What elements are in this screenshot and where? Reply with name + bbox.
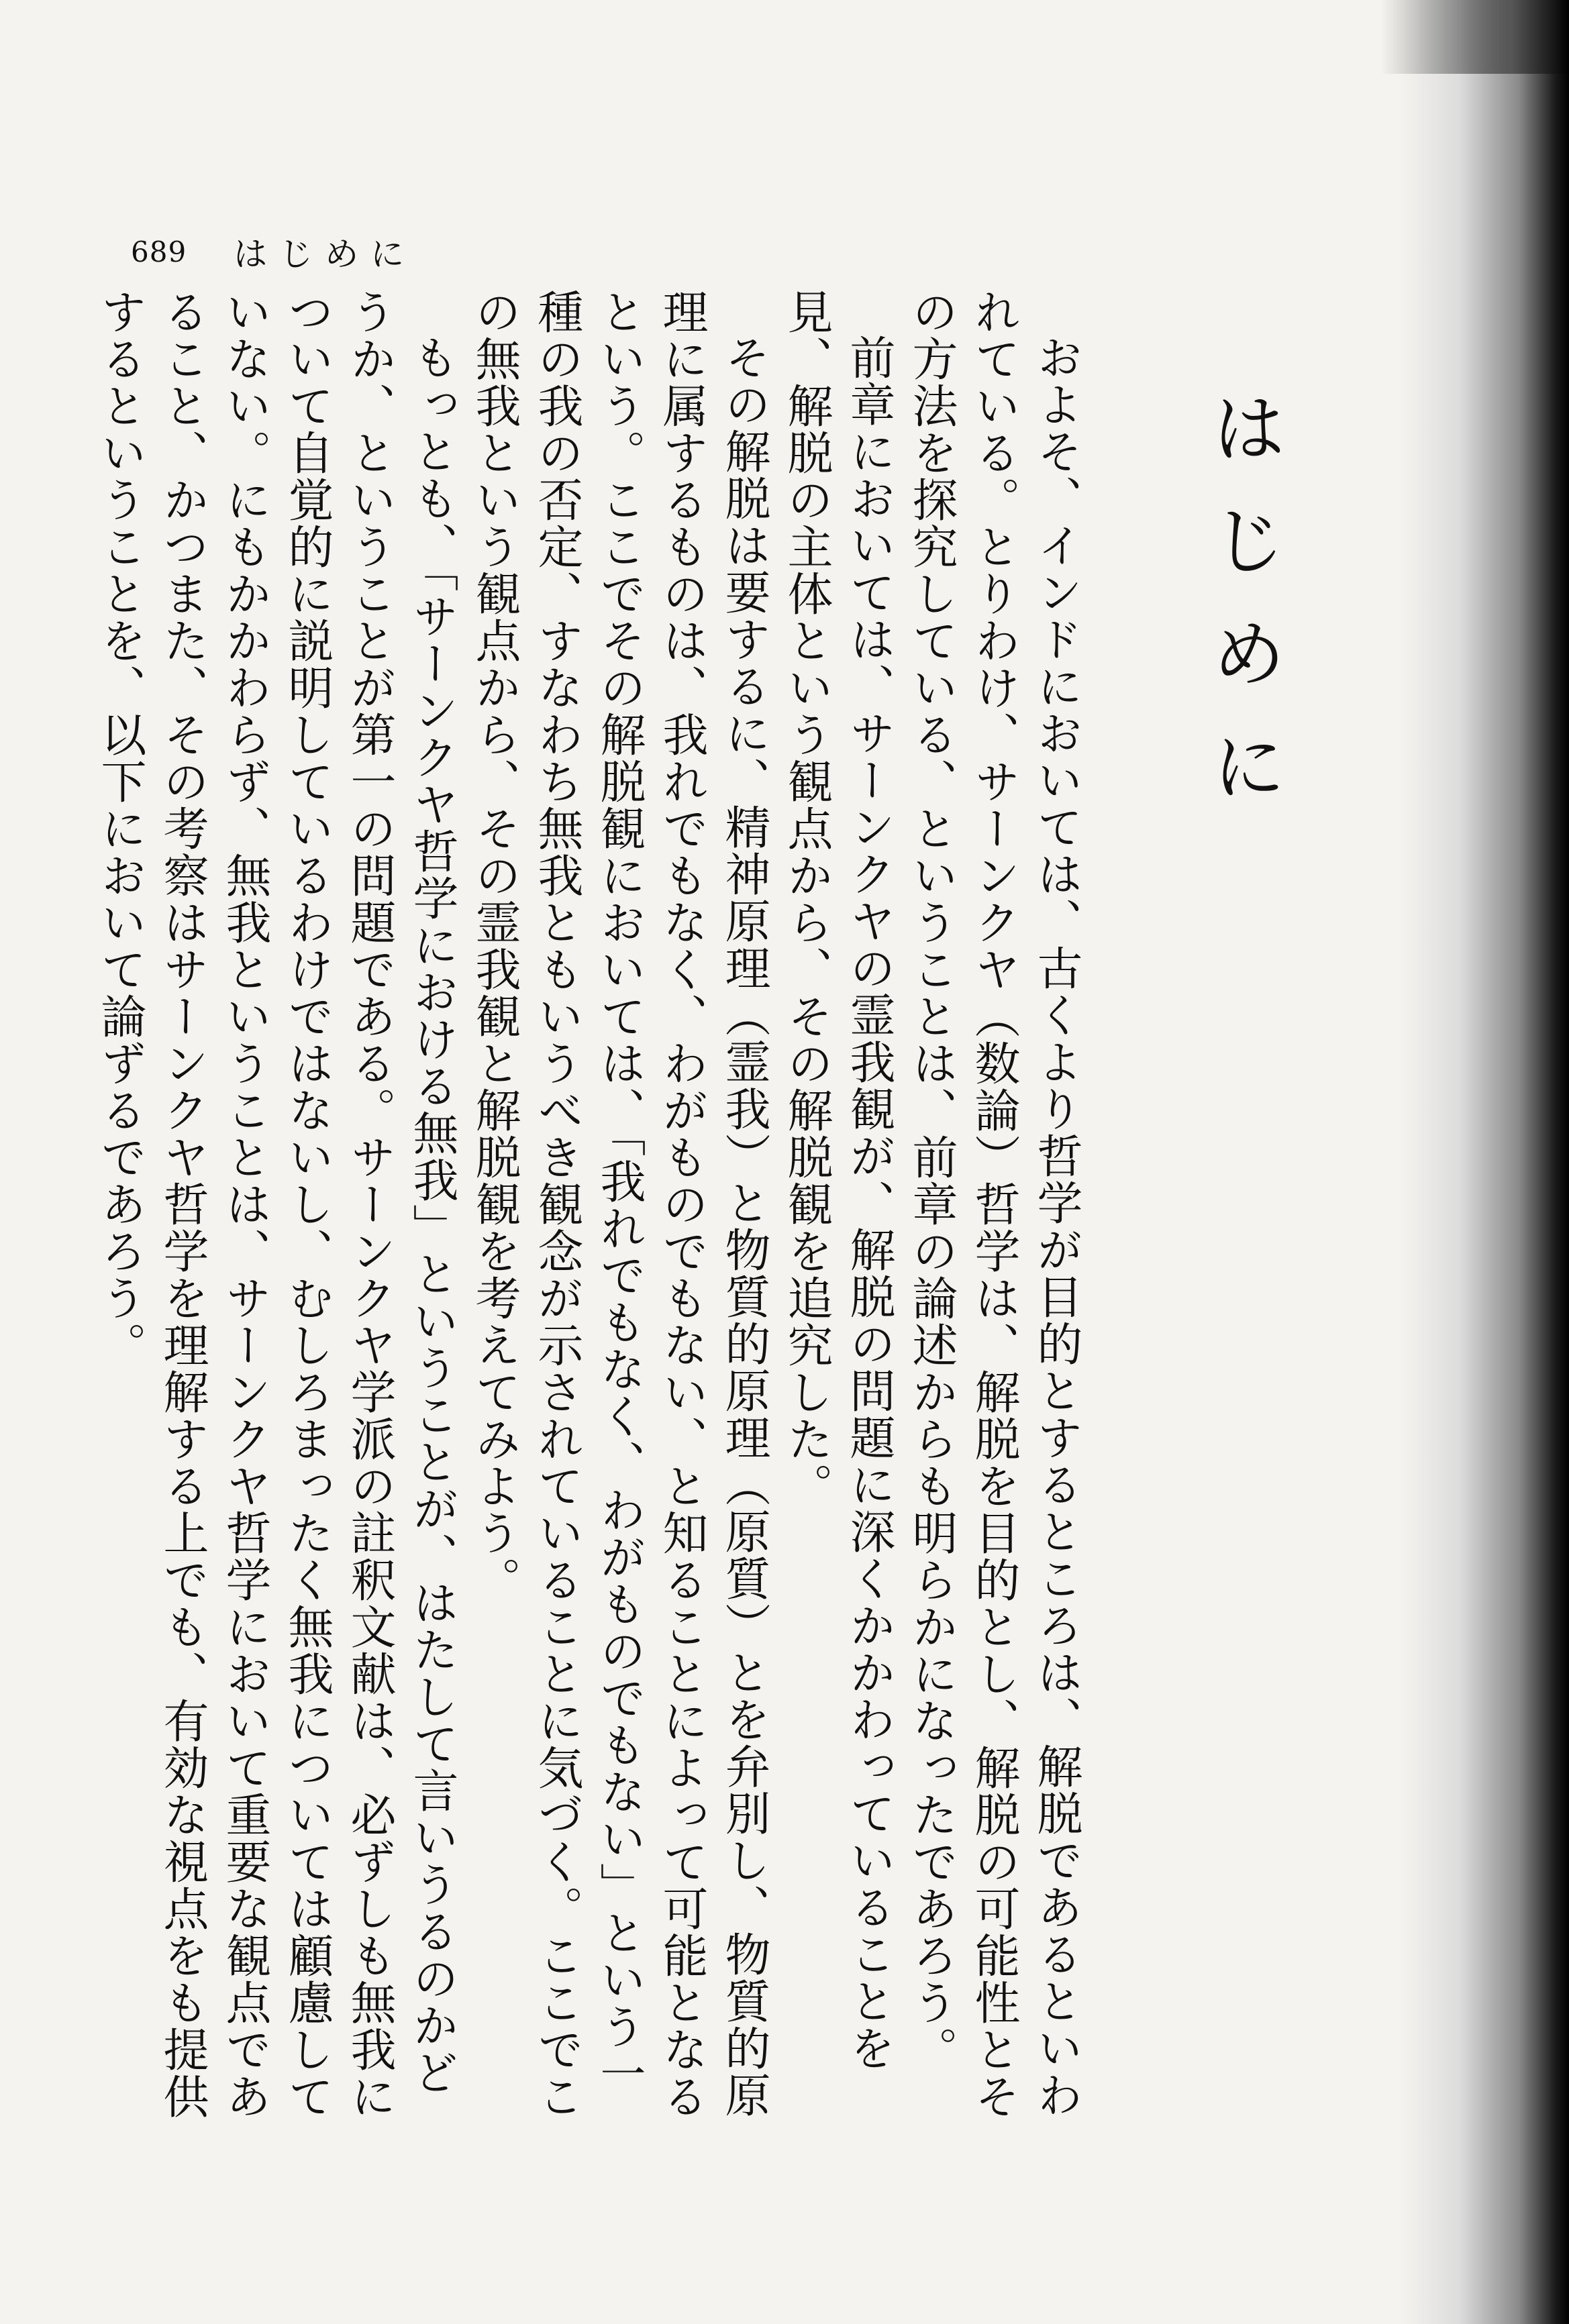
paragraph: もっとも、「サーンクヤ哲学における無我」ということが、はたして言いうるのかどうか、ということが第一の問題である。サーンクヤ学派の註釈文献は、必ずしも無我について自覚的に説明しているわけではないし、むしろまったく無我については顧慮していない。にもかかわらず、無我ということは、サーンクヤ哲学において重要な観点であること、かつまた、その考察はサーンクヤ哲学を理解する上でも、有効な視点をも提供するということを、以下において論ずるであろう。: [93, 288, 458, 2120]
paragraph: その解脱は要するに、精神原理（霊我）と物質的原理（原質）とを弁別し、物質的原理に属するものは、我れでもなく、わがものでもない、と知ることによって可能となるという。ここでその解脱観においては、「我れでもなく、わがものでもない」という一種の我の否定、すなわち無我ともいうべき観念が示されていることに気づく。ここでこの無我という観点から、その霊我観と解脱観を考えてみよう。: [468, 288, 770, 2120]
page-corner-shadow: [1381, 0, 1569, 74]
vertical-text-block: [89, 288, 1286, 2133]
page-number: 689: [131, 235, 187, 268]
chapter-title: はじめに: [1199, 389, 1286, 840]
running-head: [131, 225, 416, 278]
paragraph: 前章においては、サーンクヤの霊我観が、解脱の問題に深くかかわっていることを見、解脱の主体という観点から、その解脱観を追究した。: [780, 288, 895, 2072]
paragraph: およそ、インドにおいては、古くより哲学が目的とするところは、解脱であるといわれている。とりわけ、サーンクヤ（数論）哲学は、解脱を目的とし、解脱の可能性とその方法を探究している、ということは、前章の論述からも明らかになったであろう。: [905, 288, 1082, 2120]
running-head-title: はじめに: [234, 235, 417, 274]
book-spine-shadow: [1401, 0, 1569, 2324]
